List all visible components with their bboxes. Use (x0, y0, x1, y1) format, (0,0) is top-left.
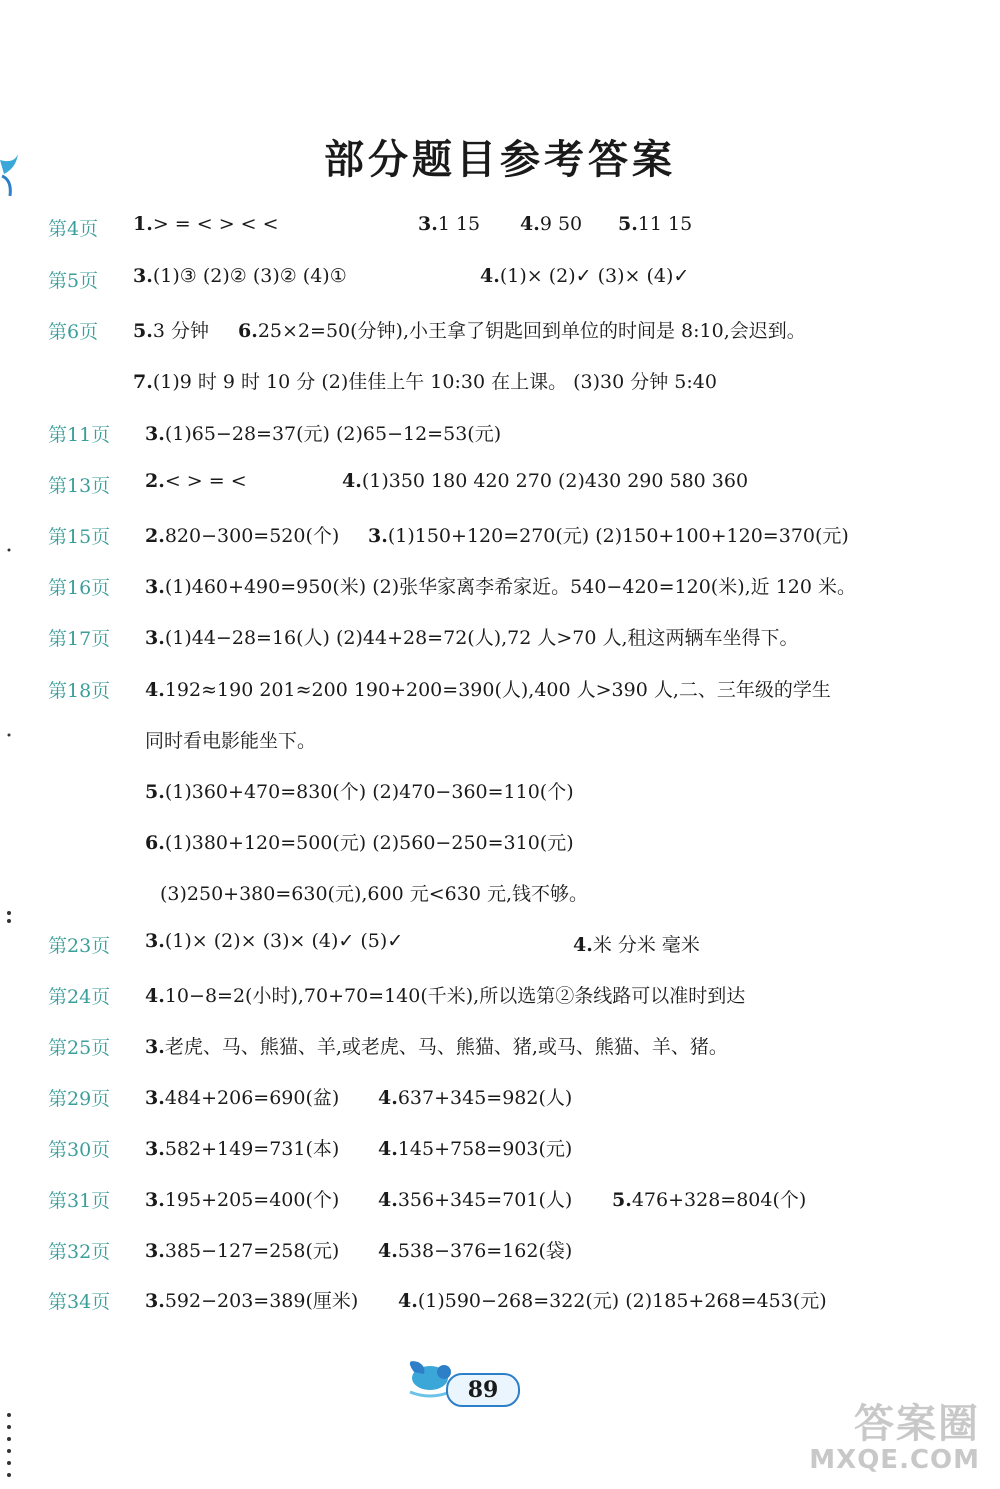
answer-item: 6.(1)380+120=500(元) (2)560−250=310(元) (145, 832, 574, 854)
answer-item: 5.3 分钟 (133, 320, 209, 342)
answer-item: 3.(1)× (2)× (3)× (4)✓ (5)✓ (145, 930, 404, 952)
answer-item: 5.476+328=804(个) (612, 1189, 807, 1211)
answer-item: 6.25×2=50(分钟),小王拿了钥匙回到单位的时间是 8:10,会迟到。 (238, 320, 806, 342)
answer-row (0, 876, 1000, 910)
answer-item: 5.(1)360+470=830(个) (2)470−360=110(个) (145, 781, 574, 803)
watermark-sub: MXQE.COM (809, 1445, 980, 1476)
answer-item: 3.195+205=400(个) (145, 1189, 340, 1211)
answer-row (0, 364, 1000, 398)
page-title: 部分题目参考答案 (324, 137, 676, 183)
answer-item: 3.484+206=690(盆) (145, 1087, 340, 1109)
page-label: 第15页 (48, 526, 111, 548)
page-label: 第16页 (48, 577, 111, 599)
answer-row (0, 927, 1000, 961)
answer-row (0, 774, 1000, 808)
answer-row (0, 672, 1000, 706)
answer-item: 4.356+345=701(人) (378, 1189, 573, 1211)
answer-row (0, 569, 1000, 603)
answer-item: 3.老虎、马、熊猫、羊,或老虎、马、熊猫、猪,或马、熊猫、羊、猪。 (145, 1036, 728, 1058)
page-label: 第23页 (48, 935, 111, 957)
page-label: 第11页 (48, 424, 111, 446)
page-label: 第18页 (48, 680, 111, 702)
watermark-main: 答案圈 (854, 1401, 980, 1448)
answer-item: 2.< > = < (145, 470, 247, 492)
answer-row (0, 1029, 1000, 1063)
answer-row (0, 262, 1000, 296)
answer-row (0, 467, 1000, 501)
answer-item: 3.592−203=389(厘米) (145, 1290, 359, 1312)
answer-row (0, 1233, 1000, 1267)
page-label: 第31页 (48, 1190, 111, 1212)
page-label: 第4页 (48, 218, 99, 240)
page-label: 第25页 (48, 1037, 111, 1059)
page-label: 第13页 (48, 475, 111, 497)
answer-item: 4.米 分米 毫米 (573, 934, 700, 956)
answer-item: 1.> = < > < < (133, 213, 279, 235)
answer-row (0, 620, 1000, 654)
answer-row (0, 825, 1000, 859)
page-label: 第5页 (48, 270, 99, 292)
answer-row (0, 210, 1000, 244)
answer-item: 2.820−300=520(个) (145, 525, 340, 547)
answer-item: 3.(1)65−28=37(元) (2)65−12=53(元) (145, 423, 502, 445)
answer-item: 5.11 15 (618, 213, 693, 235)
answer-row (0, 723, 1000, 757)
page-label: 第17页 (48, 628, 111, 650)
answer-item: 4.145+758=903(元) (378, 1138, 573, 1160)
answer-row (0, 518, 1000, 552)
answer-row (0, 978, 1000, 1012)
page-number: 89 (446, 1373, 520, 1407)
page-label: 第30页 (48, 1139, 111, 1161)
answer-row (0, 1182, 1000, 1216)
answer-item: 3.(1)③ (2)② (3)② (4)① (133, 265, 347, 287)
answer-item: 3.385−127=258(元) (145, 1240, 340, 1262)
answer-item: 3.(1)44−28=16(人) (2)44+28=72(人),72 人>70 人,租这两辆车坐得下。 (145, 627, 799, 649)
answer-item: 4.(1)590−268=322(元) (2)185+268=453(元) (398, 1290, 827, 1312)
watermark (809, 1402, 980, 1475)
answer-row (0, 1283, 1000, 1317)
answer-item: 同时看电影能坐下。 (145, 730, 317, 752)
answer-row (0, 416, 1000, 450)
answer-item: 4.637+345=982(人) (378, 1087, 573, 1109)
page-label: 第6页 (48, 321, 99, 343)
answer-item: 7.(1)9 时 9 时 10 分 (2)佳佳上午 10:30 在上课。 (3)30 分钟 5:40 (133, 371, 717, 393)
answer-item: 4.(1)× (2)✓ (3)× (4)✓ (480, 265, 690, 287)
answer-item: 3.582+149=731(本) (145, 1138, 340, 1160)
page-label: 第34页 (48, 1291, 111, 1313)
answer-row (0, 1131, 1000, 1165)
answer-item: 3.(1)460+490=950(米) (2)张华家离李希家近。540−420=120(米),近 120 米。 (145, 576, 857, 598)
page-label: 第32页 (48, 1241, 111, 1263)
answer-row (0, 313, 1000, 347)
binding-dots (4, 1410, 14, 1484)
answer-item: 4.9 50 (520, 213, 583, 235)
answer-item: 4.10−8=2(小时),70+70=140(千米),所以选第②条线路可以准时到达 (145, 985, 746, 1007)
answer-item: (3)250+380=630(元),600 元<630 元,钱不够。 (160, 883, 588, 905)
answer-item: 3.1 15 (418, 213, 481, 235)
answer-item: 4.(1)350 180 420 270 (2)430 290 580 360 (342, 470, 749, 492)
page-label: 第24页 (48, 986, 111, 1008)
answer-row (0, 1080, 1000, 1114)
page-label: 第29页 (48, 1088, 111, 1110)
answer-item: 3.(1)150+120=270(元) (2)150+100+120=370(元) (368, 525, 849, 547)
answer-item: 4.538−376=162(袋) (378, 1240, 573, 1262)
answer-item: 4.192≈190 201≈200 190+200=390(人),400 人>390 人,二、三年级的学生 (145, 679, 831, 701)
corner-decoration-icon (0, 150, 22, 200)
